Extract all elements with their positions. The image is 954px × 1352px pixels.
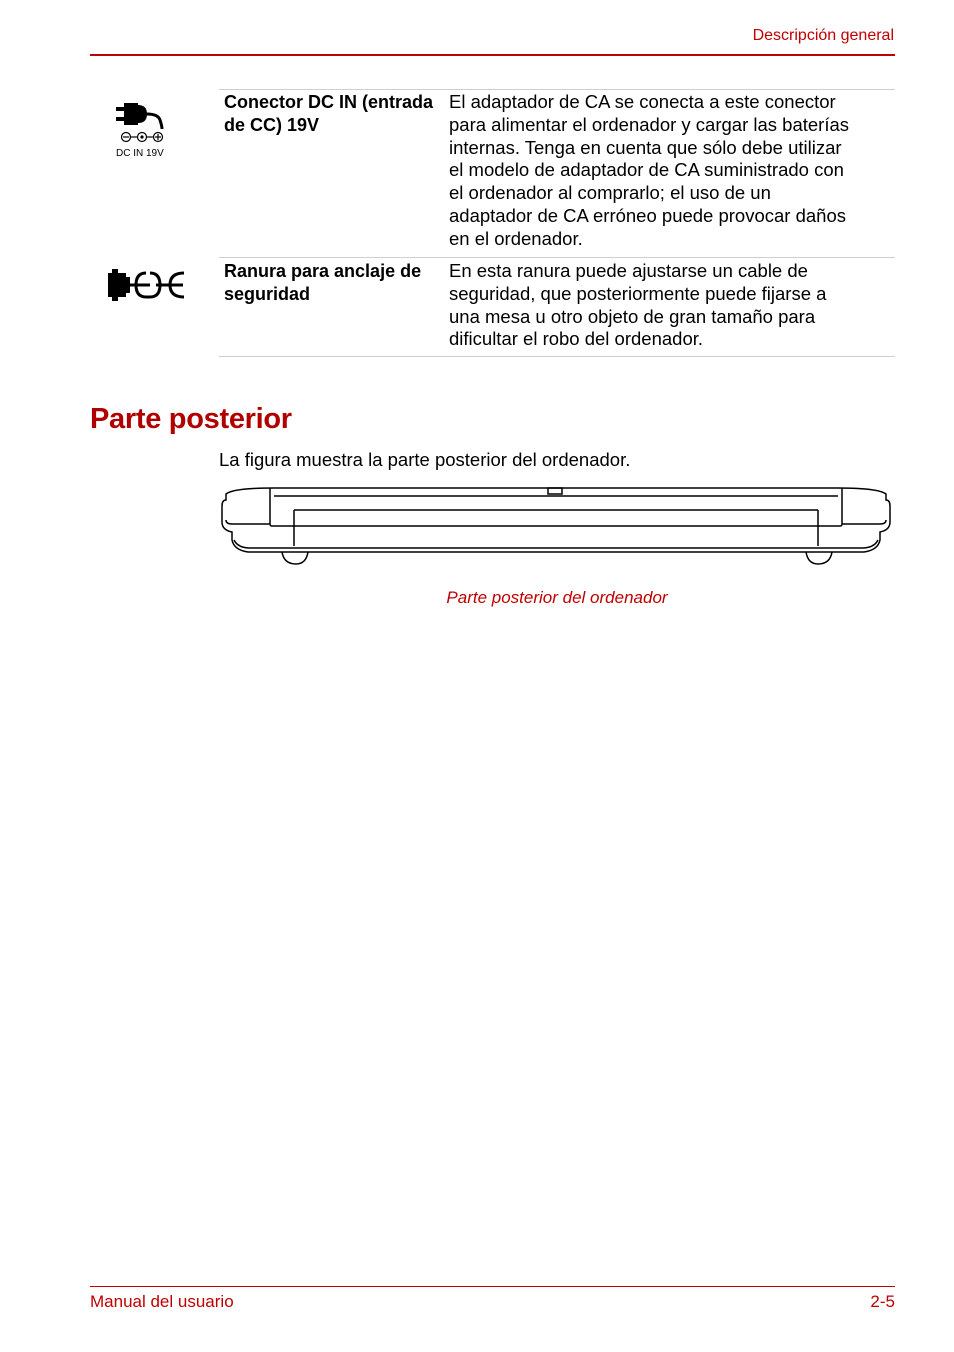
laptop-rear-illustration (218, 484, 894, 574)
header-rule (90, 54, 895, 56)
row-divider (219, 257, 895, 258)
laptop-rear-figure (218, 484, 894, 579)
table-row (90, 257, 895, 357)
section-title: Parte posterior (90, 403, 292, 435)
term-dc-in: Conector DC IN (entrada de CC) 19V (224, 92, 434, 135)
description-security-slot: En esta ranura puede ajustarse un cable de seguridad, que posteriormente puede fijarse a una mesa u otro objeto de gran tamaño para dificultar el robo del ordenador. (449, 260, 827, 350)
row-divider (219, 356, 895, 357)
dc-in-icon-label: DC IN 19V (116, 148, 164, 159)
row-divider (219, 89, 895, 90)
figure-caption: Parte posterior del ordenador (446, 588, 668, 607)
term-security-slot: Ranura para anclaje de seguridad (224, 261, 422, 304)
dc-in-power-icon (90, 95, 219, 170)
footer-rule (90, 1286, 895, 1287)
security-lock-icon (90, 267, 219, 312)
footer-manual-title: Manual del usuario (90, 1292, 234, 1311)
description-dc-in: El adaptador de CA se conecta a este conector para alimentar el ordenador y cargar las baterías internas. Tenga en cuenta que sólo debe utilizar el modelo de adaptador de CA suministrado con el ordenador al comprarlo; el uso de un adaptador de CA erróneo puede provocar daños en el ordenador. (449, 91, 850, 249)
page-number: 2-5 (870, 1292, 895, 1311)
running-header: Descripción general (752, 27, 894, 44)
intro-text: La figura muestra la parte posterior del ordenador. (219, 449, 631, 470)
table-row (90, 89, 895, 257)
security-lock-icon-graphic (90, 267, 210, 307)
dc-in-power-icon-graphic (90, 95, 210, 165)
ports-table (90, 89, 895, 357)
